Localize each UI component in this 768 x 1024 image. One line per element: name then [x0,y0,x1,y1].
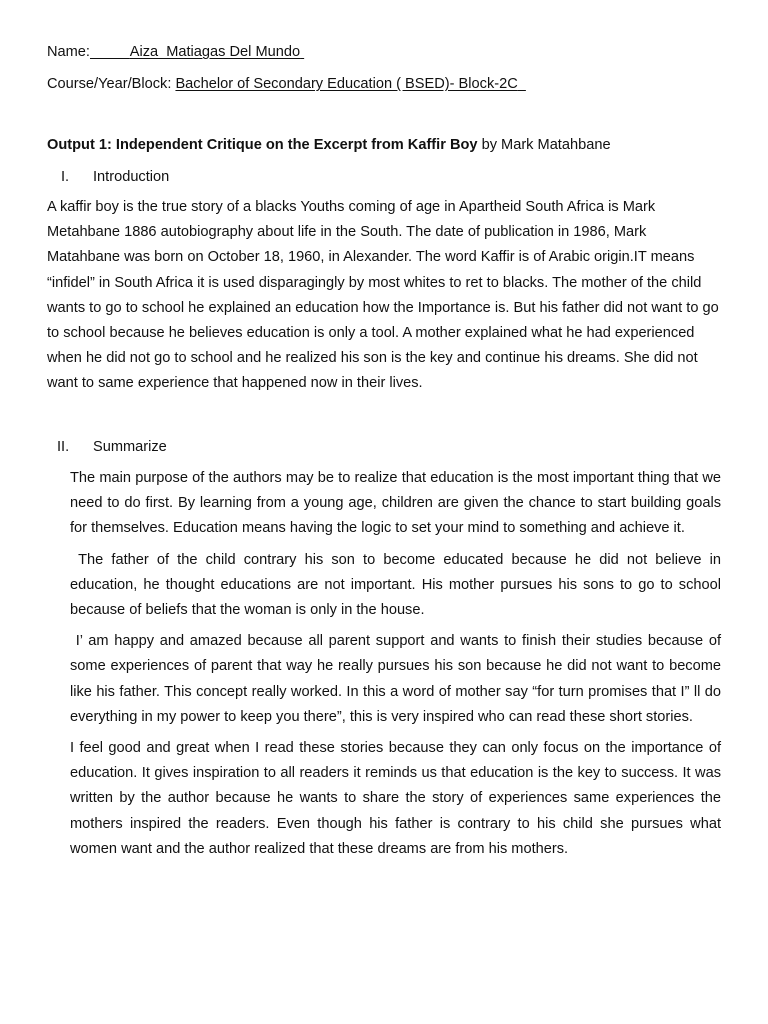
section-2-heading: Summarize [93,439,167,455]
summary-paragraph: The father of the child contrary his son to become educated because he did not believe in education, he thought educations are not important. His mother pursues his sons to go to school because of beliefs that the woman is only in the house. [70,551,726,619]
course-value: Bachelor of Secondary Education ( BSED)- Block-2C [175,76,518,92]
course-line [47,75,526,93]
course-label: Course/Year/Block: [47,76,172,92]
summary-paragraph: The main purpose of the authors may be to realize that education is the most important thing that we need to do first. By learning from a young age, children are given the chance to start building goals for themselves. Education means having the logic to set your mind to something and achieve it. [70,470,721,537]
summary-paragraphs [70,466,726,862]
section-1-heading: Introduction [93,169,170,185]
name-line [47,43,304,61]
introduction-paragraph [47,195,723,397]
name-value: Aiza Matiagas Del Mundo [129,44,301,60]
document-title [47,136,611,154]
introduction-text: A kaffir boy is the true story of a blacks Youths coming of age in Apartheid South Africa is Mark Metahbane 1886 autobiography about life in the South. The date of publication in 1986, Mark Matahbane was born on October 18, 1960, in Alexander. The word Kaffir is of Arabic origin.IT means “infidel” in South Africa it is used disparagingly by most whites to ret to blacks. The mother of the child wants to go to school he explained an education how the Importance is. But his father did not want to go to school because he believes education is only a tool. A mother explained what he had experienced when he did not go to school and he realized his son is the key and continue his dreams. She did not want to same experience that happened now in their lives. [47,199,719,392]
summary-paragraph: I’ am happy and amazed because all parent support and wants to finish their studies because of some experiences of parent that way he really pursues his son because he did not want to become like his father. This concept really worked. In this a word of mother say “for turn promises that I” ll do everything in my power to keep you there”, this is very inspired who can read these short stories. [70,633,726,725]
title-bold: Output 1: Independent Critique on the Excerpt from Kaffir Boy [47,137,478,153]
name-label: Name: [47,44,90,60]
summary-paragraph: I feel good and great when I read these stories because they can only focus on the importance of education. It gives inspiration to all readers it reminds us that education is the key to success. It was written by the author because he wants to share the story of experiences same experiences the mothers inspired the readers. Even though his father is contrary to his child she pursues what women want and the author realized that these dreams are from his mothers. [70,740,721,857]
section-2-number: II. [57,439,70,455]
title-author: by Mark Matahbane [477,137,611,153]
section-1-number: I. [61,169,70,185]
